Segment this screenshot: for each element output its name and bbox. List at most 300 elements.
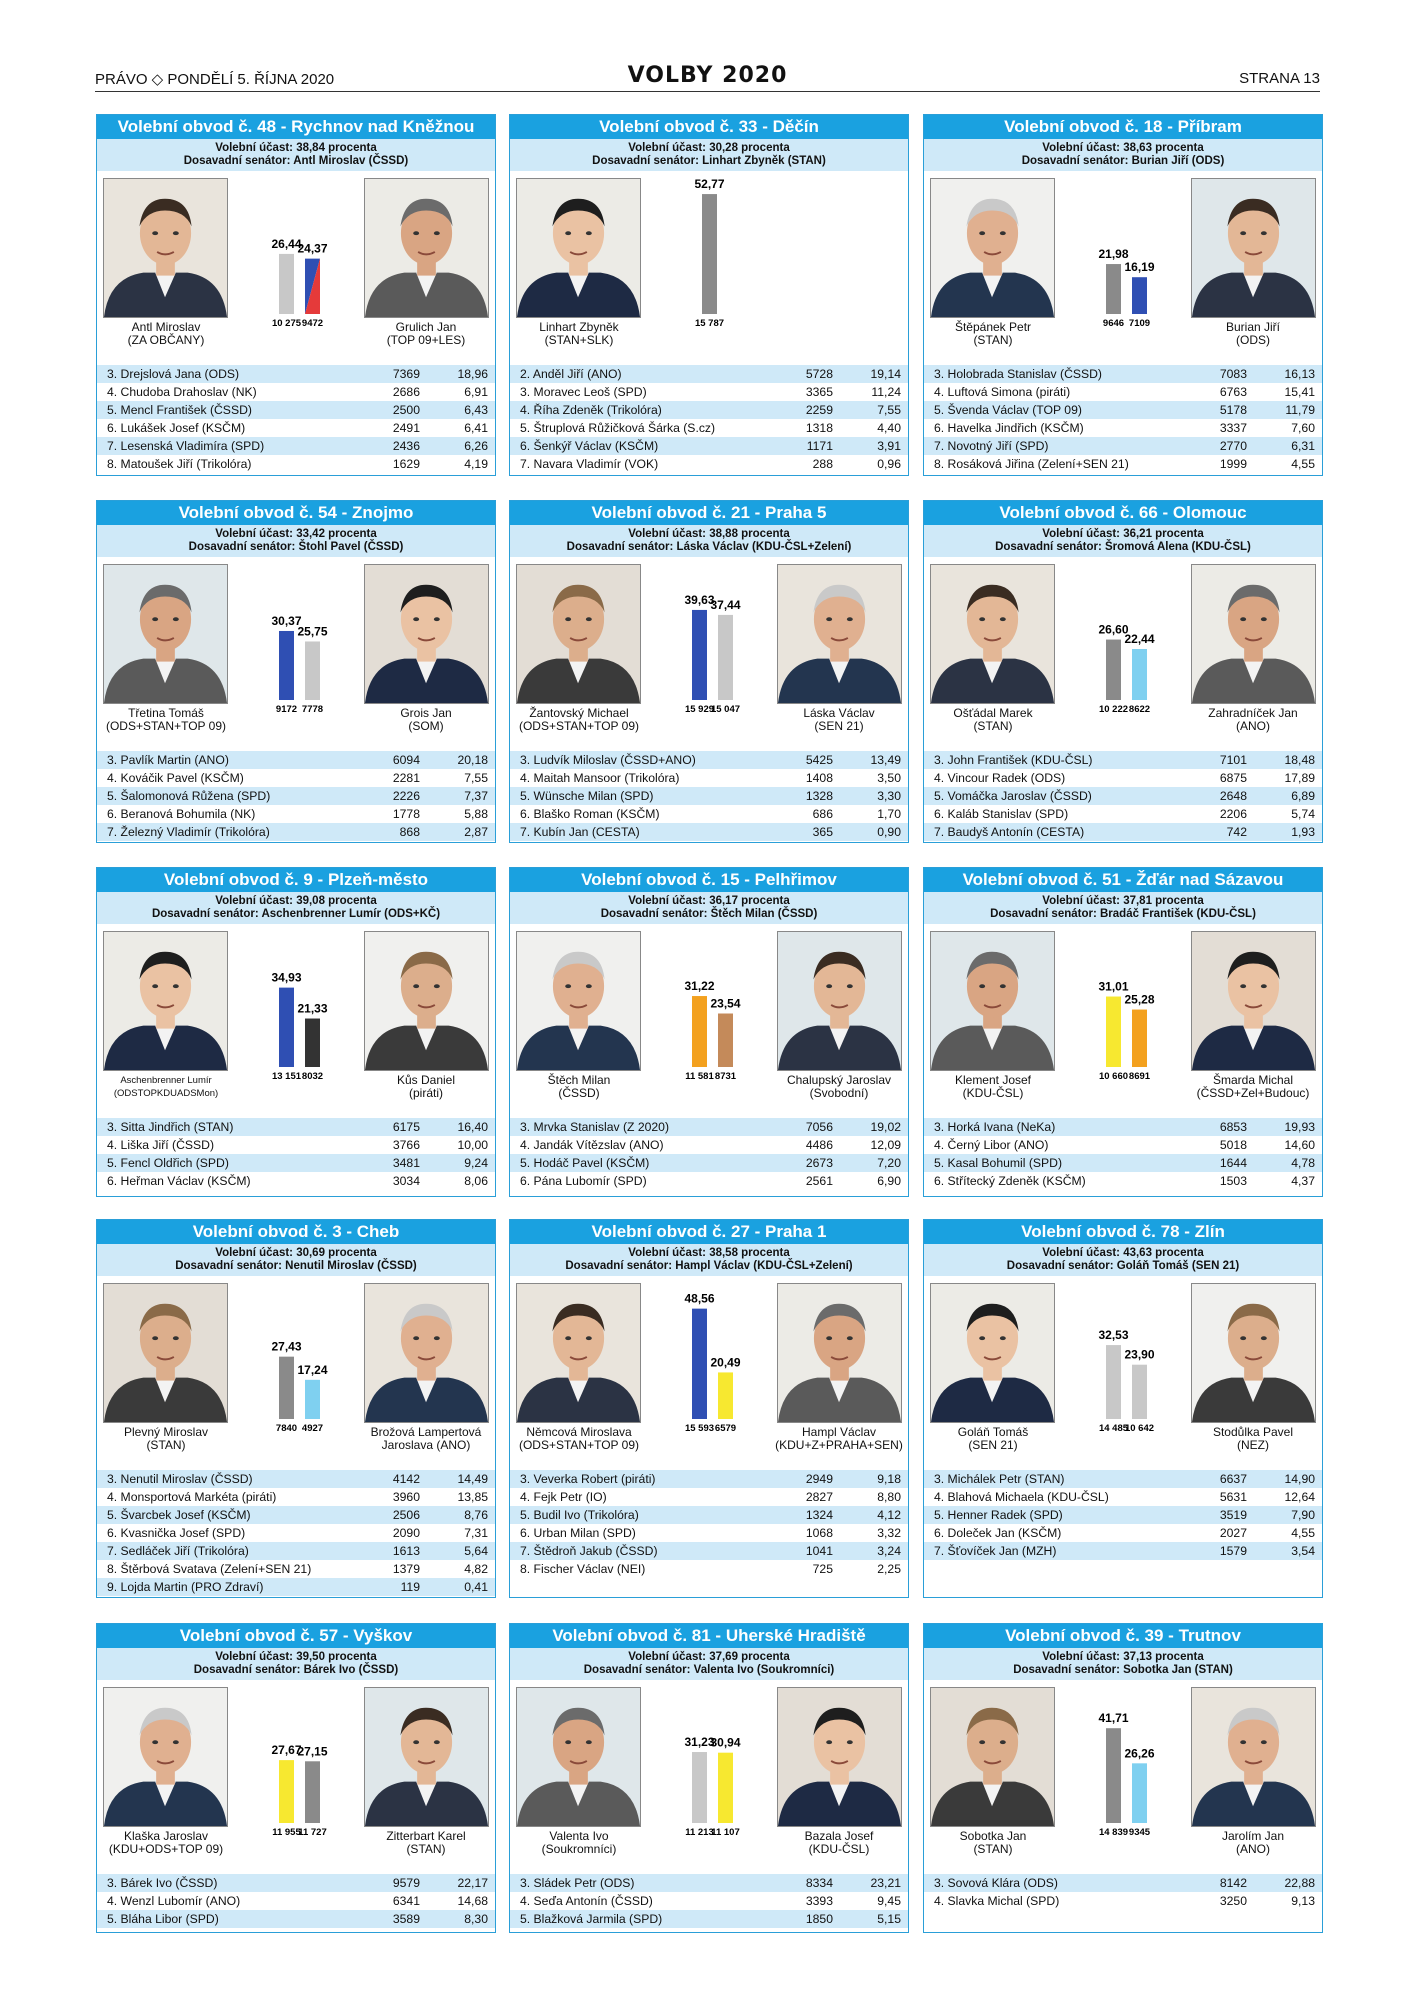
runoff-bar-chart [1054,1283,1194,1433]
bar-percent-label: 20,49 [710,1355,741,1370]
other-candidates-table [510,1470,908,1578]
candidate-label: 4. Slavka Michal (SPD) [934,1894,1060,1908]
portrait-image [365,565,488,703]
district-box [923,1219,1323,1598]
candidate-label: 5. Fencl Oldřich (SPD) [107,1156,229,1170]
table-row [97,1172,495,1190]
portrait-image [1192,932,1315,1070]
candidate-photo [364,1687,489,1827]
portrait-image [517,1284,640,1422]
candidate-label: 5. Kasal Bohumil (SPD) [934,1156,1063,1170]
candidate-party-text: (STAN) [406,1842,446,1856]
candidate-label: 6. Kaláb Stanislav (SPD) [934,807,1069,821]
former-senator-text: Dosavadní senátor: Štěch Milan (ČSSD) [600,908,818,920]
votes-value: 6175 [392,1120,420,1134]
candidate-party-text: (SEN 21) [814,719,864,733]
percent-value: 4,78 [1291,1156,1315,1170]
bar [279,1357,294,1419]
candidate-photo [364,564,489,704]
votes-value: 1778 [392,807,420,821]
candidate-label: 7. Novotný Jiří (SPD) [934,439,1049,453]
candidate-party-text: (ODSTOPKDUADSMon) [113,1088,219,1099]
runoff-bar-chart [1054,1687,1194,1837]
candidate-name [764,707,914,733]
candidate-name [91,321,241,347]
candidate-photo [103,931,228,1071]
former-senator-text: Dosavadní senátor: Bradáč František (KDU-ČSL) [990,908,1256,920]
candidate-name-text: Láska Václav [803,706,875,720]
votes-value: 1328 [805,789,833,803]
other-candidates-table [510,1874,908,1928]
candidate-name-text: Goláň Tomáš [957,1425,1029,1439]
percent-value: 7,55 [877,403,901,417]
table-row [924,419,1322,437]
percent-value: 3,30 [877,789,901,803]
portrait-image [778,1284,901,1422]
table-row [97,455,495,473]
candidate-name [91,1830,241,1856]
bar-votes-label: 8691 [1128,1071,1151,1081]
bar-chart-svg [227,1283,367,1433]
candidate-label: 5. Henner Radek (SPD) [934,1508,1063,1522]
candidate-name-text: Chalupský Jaroslav [786,1073,892,1087]
turnout-text: Volební účast: 39,08 procenta [215,895,377,907]
table-row [510,383,908,401]
header-left: PRÁVO ◇ PONDĚLÍ 5. ŘÍJNA 2020 [95,71,335,88]
candidate-name [351,707,501,733]
bar [692,610,707,700]
table-row [924,1136,1322,1154]
table-row [97,1136,495,1154]
candidate-name-text: Klaška Jaroslav [123,1829,209,1843]
candidate-label: 5. Hodáč Pavel (KSČM) [520,1156,650,1170]
bar-votes-label: 10 275 [271,318,302,328]
bar [279,1760,294,1823]
bar-votes-label: 8622 [1128,704,1151,714]
table-row [924,751,1322,769]
candidate-party-text: (ČSSD+Zel+Budouc) [1196,1086,1310,1100]
candidate-party-text: (STAN) [973,719,1013,733]
candidate-label: 5. Mencl František (ČSSD) [107,403,252,417]
candidate-label: 7. Navara Vladimír (VOK) [520,457,659,471]
bar-votes-label: 9345 [1128,1827,1151,1837]
votes-value: 2506 [392,1508,420,1522]
district-title: Volební obvod č. 21 - Praha 5 [510,501,908,525]
candidate-name [504,707,654,733]
former-senator-text: Dosavadní senátor: Hampl Václav (KDU-ČSL+Zelení) [565,1260,853,1272]
votes-value: 3365 [805,385,833,399]
candidate-party-text: (Soukromníci) [541,1842,617,1856]
candidate-photo [930,931,1055,1071]
candidate-photo [516,564,641,704]
bar-votes-label: 4927 [301,1423,324,1433]
percent-value: 12,09 [870,1138,901,1152]
candidate-party-text: (ANO) [1236,1842,1270,1856]
candidate-label: 3. Sládek Petr (ODS) [520,1876,635,1890]
votes-value: 2436 [392,439,420,453]
bar [692,1309,707,1419]
table-row [510,1488,908,1506]
votes-value: 2686 [392,385,420,399]
bar-chart-svg [227,178,367,328]
votes-value: 1850 [805,1912,833,1926]
percent-value: 7,55 [464,771,488,785]
portrait-image [931,565,1054,703]
votes-value: 5631 [1219,1490,1247,1504]
candidate-label: 6. Doleček Jan (KSČM) [934,1526,1062,1540]
percent-value: 22,88 [1284,1876,1315,1890]
table-row [97,805,495,823]
votes-value: 3519 [1219,1508,1247,1522]
candidate-name [918,321,1068,347]
votes-value: 2206 [1219,807,1247,821]
votes-value: 6094 [392,753,420,767]
candidate-name [1178,707,1328,733]
candidate-label: 8. Fischer Václav (NEI) [520,1562,646,1576]
bar-chart-svg [227,931,367,1081]
candidate-name-text: Kůs Daniel [396,1073,456,1087]
votes-value: 5728 [805,367,833,381]
bar [1106,264,1121,314]
table-row [924,1172,1322,1190]
table-row [510,769,908,787]
table-row [924,1892,1322,1910]
candidate-label: 7. Sedláček Jiří (Trikolóra) [107,1544,249,1558]
votes-value: 365 [812,825,833,839]
bar-votes-label: 8032 [301,1071,324,1081]
candidate-photo [930,1283,1055,1423]
votes-value: 1318 [805,421,833,435]
table-row [924,787,1322,805]
percent-value: 5,74 [1291,807,1315,821]
votes-value: 8142 [1219,1876,1247,1890]
bar-chart-svg [640,931,780,1081]
bar [692,996,707,1067]
candidate-label: 3. Bárek Ivo (ČSSD) [107,1876,218,1890]
candidate-label: 4. Fejk Petr (IO) [520,1490,607,1504]
candidate-name [91,1074,241,1100]
percent-value: 19,14 [870,367,901,381]
district-subtitle [510,892,908,924]
district-box [509,867,909,1197]
table-row [924,823,1322,841]
table-row [510,1172,908,1190]
candidate-photo [516,1283,641,1423]
bar-chart-svg [227,1687,367,1837]
candidate-label: 3. Drejslová Jana (ODS) [107,367,240,381]
percent-value: 3,32 [877,1526,901,1540]
bar-chart-svg [227,564,367,714]
bar-percent-label: 16,19 [1124,260,1155,275]
percent-value: 8,06 [464,1174,488,1188]
bar-chart-svg [640,1687,780,1837]
bar [1132,1763,1147,1823]
former-senator-text: Dosavadní senátor: Burian Jiří (ODS) [1021,155,1225,167]
turnout-text: Volební účast: 38,88 procenta [628,528,790,540]
district-box [923,114,1323,476]
candidate-party-text: (KDU-ČSL) [808,1842,870,1856]
bar-votes-label: 7778 [301,704,324,714]
table-row [97,1874,495,1892]
turnout-text: Volební účast: 37,69 procenta [628,1651,790,1663]
percent-value: 6,91 [464,385,488,399]
percent-value: 13,49 [870,753,901,767]
votes-value: 1644 [1219,1156,1247,1170]
candidate-label: 5. Šalomonová Růžena (SPD) [107,789,271,803]
percent-value: 20,18 [457,753,488,767]
district-subtitle [924,1648,1322,1680]
table-row [510,1136,908,1154]
votes-value: 2090 [392,1526,420,1540]
bar-percent-label: 52,77 [694,178,725,192]
candidate-name [91,707,241,733]
percent-value: 0,41 [464,1580,488,1594]
bar [692,1752,707,1823]
district-box [923,867,1323,1197]
percent-value: 5,15 [877,1912,901,1926]
district-title: Volební obvod č. 48 - Rychnov nad Kněžnou [97,115,495,139]
votes-value: 2027 [1219,1526,1247,1540]
bar-percent-label: 17,24 [297,1362,328,1377]
district-title: Volební obvod č. 15 - Pelhřimov [510,868,908,892]
percent-value: 19,02 [870,1120,901,1134]
percent-value: 3,50 [877,771,901,785]
candidate-name [918,1830,1068,1856]
votes-value: 868 [399,825,420,839]
table-row [924,1542,1322,1560]
votes-value: 1041 [805,1544,833,1558]
candidate-name [764,1830,914,1856]
district-box [509,114,909,476]
bar-percent-label: 22,44 [1124,632,1155,646]
bar-percent-label: 30,37 [271,613,302,628]
runoff-bar-chart [1054,564,1194,714]
candidate-photo [103,178,228,318]
votes-value: 2500 [392,403,420,417]
bar-votes-label: 10 642 [1124,1423,1155,1433]
table-row [510,365,908,383]
runoff-bar-chart [227,931,367,1081]
percent-value: 5,88 [464,807,488,821]
percent-value: 23,21 [870,1876,901,1890]
bar-votes-label: 9172 [275,704,298,714]
candidate-label: 3. Michálek Petr (STAN) [934,1472,1065,1486]
runoff-bar-chart [227,564,367,714]
table-row [510,1524,908,1542]
candidate-label: 4. Luftová Simona (piráti) [934,385,1071,399]
candidate-party-text: (ODS+STAN+TOP 09) [518,719,640,733]
turnout-text: Volební účast: 43,63 procenta [1042,1247,1204,1259]
former-senator-text: Dosavadní senátor: Nenutil Miroslav (ČSSD) [175,1260,417,1272]
bar-percent-label: 27,15 [297,1744,328,1759]
percent-value: 0,90 [877,825,901,839]
candidate-photo [516,1687,641,1827]
portrait-image [104,932,227,1070]
candidate-label: 3. John František (KDU-ČSL) [934,753,1093,767]
bar-votes-label: 11 581 [685,1071,714,1081]
bar [702,194,717,314]
bar-votes-label: 15 593 [684,1423,715,1433]
candidate-label: 6. Střítecký Zdeněk (KSČM) [934,1174,1086,1188]
bar-votes-label: 14 485 [1098,1423,1129,1433]
candidate-label: 5. Švenda Václav (TOP 09) [934,403,1082,417]
district-box [96,867,496,1197]
bar-votes-label: 11 955 [272,1827,301,1837]
candidate-label: 4. Chudoba Drahoslav (NK) [107,385,257,399]
table-row [510,401,908,419]
candidate-name [504,1830,654,1856]
table-row [510,1910,908,1928]
candidate-label: 6. Blaško Roman (KSČM) [520,807,660,821]
table-row [510,751,908,769]
header-title: VOLBY 2020 [627,63,788,88]
candidate-label: 4. Černý Libor (ANO) [934,1138,1049,1152]
candidate-name [918,707,1068,733]
candidate-name-text: Žantovský Michael [529,706,629,720]
votes-value: 1171 [806,439,833,453]
candidate-label: 5. Švarcbek Josef (KSČM) [107,1508,251,1522]
candidate-label: 4. Jandák Vítězslav (ANO) [520,1138,664,1152]
candidate-photo [103,1687,228,1827]
table-row [924,1118,1322,1136]
bar [305,1019,320,1067]
votes-value: 3481 [392,1156,420,1170]
turnout-text: Volební účast: 36,17 procenta [628,895,790,907]
other-candidates-table [97,365,495,473]
candidate-photo [1191,1687,1316,1827]
bar [1106,640,1121,700]
portrait-image [517,565,640,703]
district-subtitle [97,139,495,171]
votes-value: 4486 [805,1138,833,1152]
table-row [924,1506,1322,1524]
district-box [96,114,496,476]
candidate-name [351,1830,501,1856]
votes-value: 1379 [392,1562,420,1576]
table-row [97,1506,495,1524]
bar-percent-label: 27,67 [271,1743,302,1758]
votes-value: 1629 [392,457,420,471]
bar-percent-label: 37,44 [710,597,741,612]
candidate-photo [103,564,228,704]
percent-value: 12,64 [1284,1490,1315,1504]
candidate-party-text: (STAN) [973,333,1013,347]
table-row [924,1154,1322,1172]
candidate-name [504,1426,654,1452]
percent-value: 6,89 [1291,789,1315,803]
percent-value: 1,93 [1291,825,1315,839]
candidate-label: 7. Šťovíček Jan (MZH) [934,1544,1057,1558]
district-subtitle [510,1648,908,1680]
district-title: Volební obvod č. 3 - Cheb [97,1220,495,1244]
table-row [97,1892,495,1910]
bar-percent-label: 31,22 [684,979,715,994]
percent-value: 3,91 [877,439,901,453]
candidate-party-text: (STAN) [146,1438,186,1452]
percent-value: 8,76 [464,1508,488,1522]
bar [718,615,733,700]
candidate-party-text: (TOP 09+LES) [386,333,466,347]
table-row [97,1470,495,1488]
candidate-label: 4. Kováčik Pavel (KSČM) [107,771,244,785]
candidate-photo [516,178,641,318]
bar-votes-label: 13 151 [271,1071,302,1081]
candidate-name-text: Linhart Zbyněk [539,320,619,334]
candidate-photo [930,178,1055,318]
candidate-name [504,1074,654,1100]
votes-value: 3250 [1219,1894,1247,1908]
percent-value: 4,82 [464,1562,488,1576]
percent-value: 11,79 [1285,403,1315,417]
bar-percent-label: 25,28 [1124,992,1155,1007]
percent-value: 6,43 [464,403,488,417]
bar-votes-label: 14 839 [1098,1827,1129,1837]
table-row [97,383,495,401]
district-title: Volební obvod č. 27 - Praha 1 [510,1220,908,1244]
candidate-label: 8. Rosáková Jiřina (Zelení+SEN 21) [934,457,1129,471]
turnout-text: Volební účast: 37,81 procenta [1042,895,1204,907]
votes-value: 4142 [392,1472,420,1486]
bar [279,988,294,1067]
candidate-name [91,1426,241,1452]
portrait-image [104,1284,227,1422]
candidate-name-text: Valenta Ivo [549,1829,609,1843]
table-row [97,1542,495,1560]
portrait-image [104,565,227,703]
bar [1106,997,1121,1067]
other-candidates-table [97,1470,495,1596]
votes-value: 2491 [392,421,420,435]
percent-value: 7,90 [1291,1508,1315,1522]
bar [305,259,320,314]
page-header [95,63,1320,92]
bar-chart-svg [1054,178,1194,328]
votes-value: 7083 [1219,367,1247,381]
votes-value: 2281 [392,771,420,785]
table-row [924,1470,1322,1488]
votes-value: 3337 [1219,421,1247,435]
table-row [924,437,1322,455]
candidate-name [764,1074,914,1100]
other-candidates-table [97,1118,495,1190]
bar-chart-svg [1054,1283,1194,1433]
candidate-name-text: Štěpánek Petr [954,320,1032,334]
percent-value: 9,18 [877,1472,901,1486]
candidate-photo [777,564,902,704]
votes-value: 686 [812,807,833,821]
bar-percent-label: 21,33 [297,1001,328,1016]
candidate-name-text: Ošťádal Marek [953,706,1033,720]
district-title: Volební obvod č. 18 - Příbram [924,115,1322,139]
candidate-name [504,321,654,347]
bar-votes-label: 11 727 [298,1827,327,1837]
table-row [510,419,908,437]
runoff-bar-chart [1054,931,1194,1081]
percent-value: 6,41 [464,421,488,435]
candidate-label: 7. Baudyš Antonín (CESTA) [934,825,1085,839]
bar-percent-label: 32,53 [1098,1328,1129,1343]
bar [1132,1365,1147,1419]
percent-value: 15,41 [1284,385,1315,399]
bar-votes-label: 10 222 [1098,704,1129,714]
candidate-name-text: Klement Josef [954,1073,1032,1087]
former-senator-text: Dosavadní senátor: Láska Václav (KDU-ČSL+Zelení) [566,541,852,553]
candidate-name-text: Štěch Milan [547,1073,611,1087]
candidate-label: 5. Budil Ivo (Trikolóra) [520,1508,639,1522]
candidate-label: 7. Kubín Jan (CESTA) [520,825,640,839]
runoff-bar-chart [640,1283,780,1433]
bar-votes-label: 9646 [1102,318,1125,328]
